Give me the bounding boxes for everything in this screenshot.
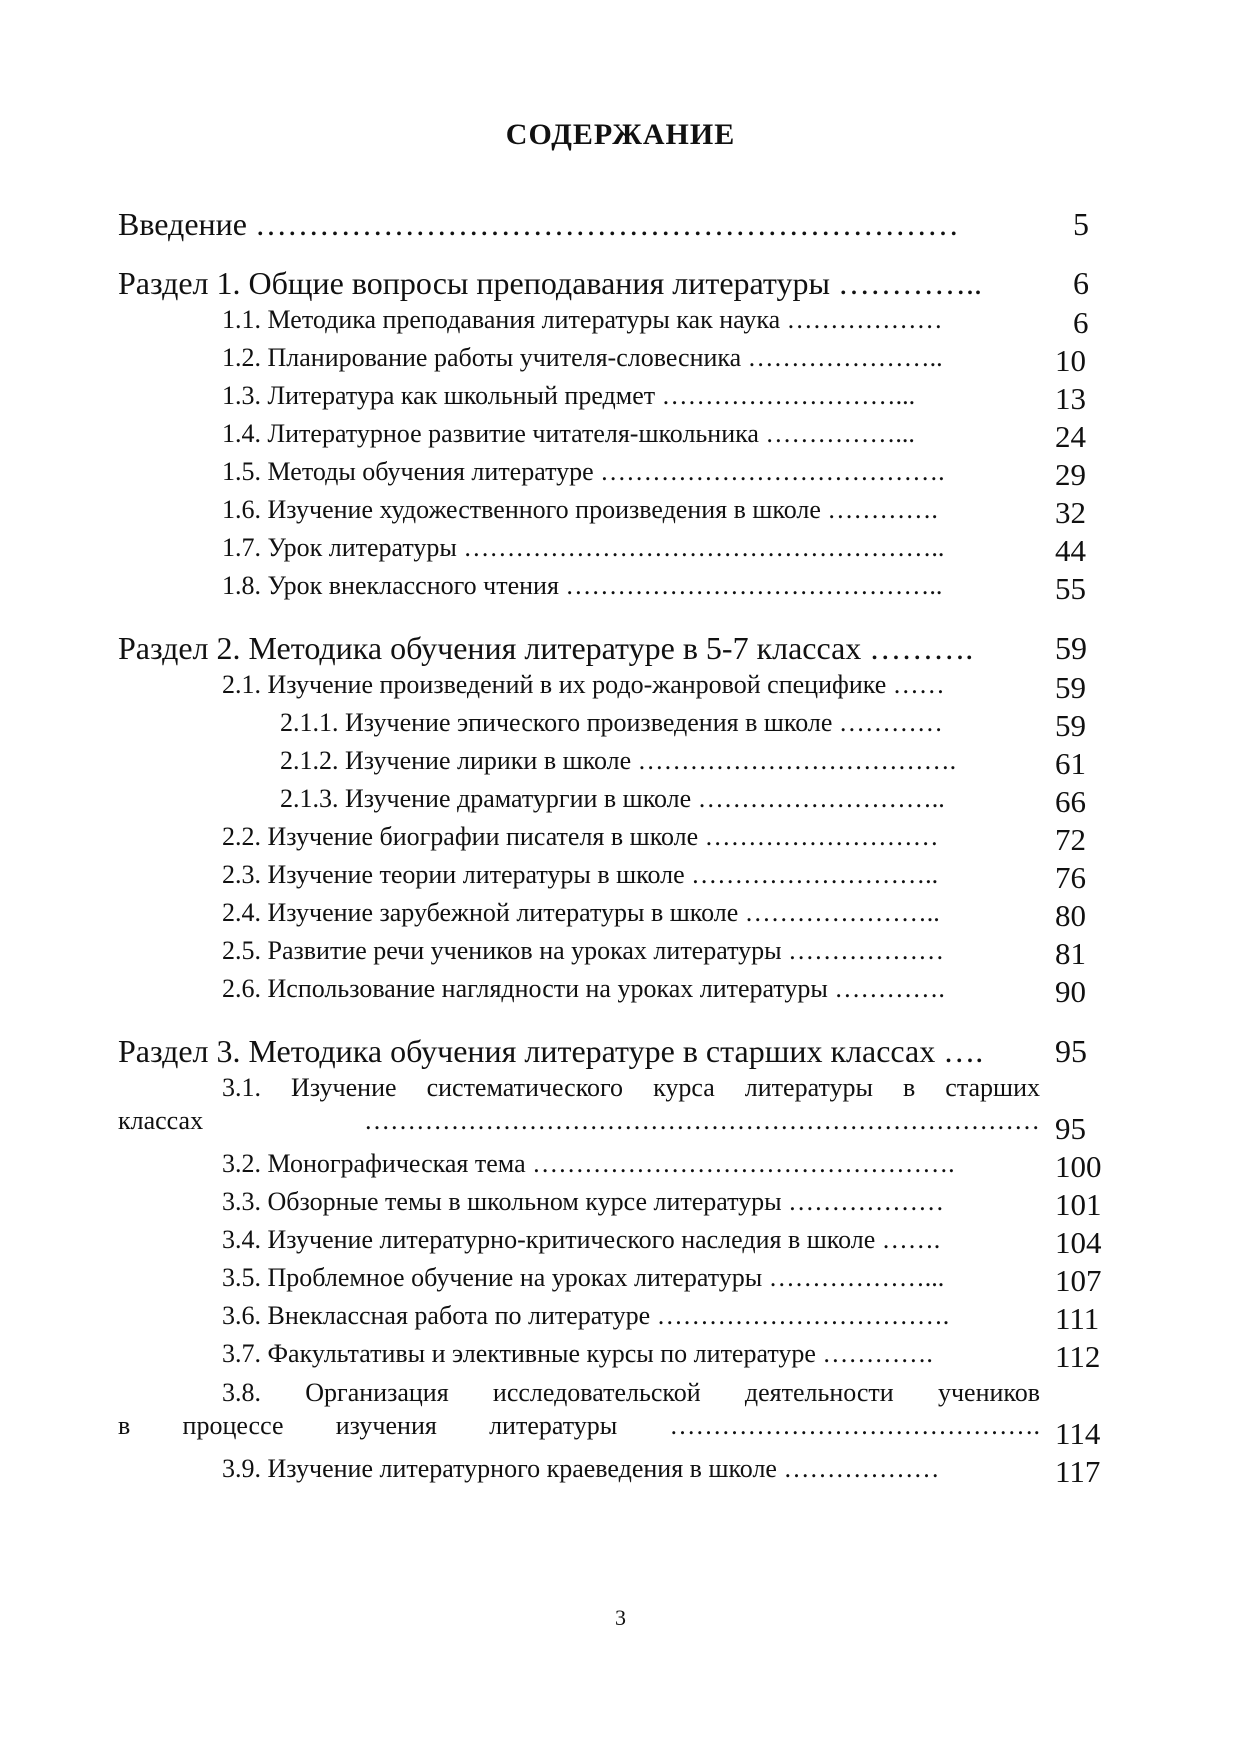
toc-entry-page: 80 <box>1055 898 1086 933</box>
toc-subsubsection <box>280 784 1102 820</box>
toc-entry-intro <box>118 206 1098 246</box>
toc-entry-text: 1.3. Литература как школьный предмет ………………………... <box>222 381 916 410</box>
page-number: 3 <box>615 1605 626 1630</box>
toc-entry-page: 117 <box>1055 1454 1101 1489</box>
toc-section-1 <box>118 265 1098 305</box>
toc-entry-page: 100 <box>1055 1149 1102 1184</box>
toc-entry-text: Раздел 2. Методика обучения литературе в 5-7 классах ………. <box>118 630 974 666</box>
toc-section-3 <box>118 1033 1098 1073</box>
toc-entry-page: 13 <box>1055 381 1086 416</box>
toc-subsection <box>222 419 1102 455</box>
toc-entry-page: 76 <box>1055 860 1086 895</box>
toc-subsection <box>222 1301 1117 1337</box>
toc-subsection <box>222 305 1102 341</box>
toc-entry-page: 107 <box>1055 1263 1102 1298</box>
toc-subsection <box>222 533 1102 569</box>
toc-entry-text: 2.4. Изучение зарубежной литературы в школе ………………….. <box>222 898 940 927</box>
toc-subsection <box>222 860 1102 896</box>
toc-entry-page: 61 <box>1055 746 1086 781</box>
toc-entry-page: 6 <box>1073 305 1089 340</box>
toc-subsection <box>222 898 1102 934</box>
toc-entry-text: 3.9. Изучение литературного краеведения в школе ……………… <box>222 1454 940 1483</box>
toc-entry-page: 32 <box>1055 495 1086 530</box>
toc-entry-text: 1.5. Методы обучения литературе …………………………………. <box>222 457 945 486</box>
toc-subsection <box>222 495 1102 531</box>
toc-entry-text: Раздел 3. Методика обучения литературе в старших классах …. <box>118 1033 984 1069</box>
toc-entry-text: 1.7. Урок литературы ……………………………………………….. <box>222 533 945 562</box>
toc-subsection <box>222 1149 1117 1185</box>
toc-entry-text: 3.3. Обзорные темы в школьном курсе литературы ……………… <box>222 1187 945 1216</box>
toc-entry-page: 101 <box>1055 1187 1102 1222</box>
toc-entry-page: 44 <box>1055 533 1086 568</box>
toc-subsection <box>222 381 1102 417</box>
toc-entry-text-line1: 3.8. Организация исследовательской деятельности учеников <box>222 1378 1040 1407</box>
toc-entry-page: 10 <box>1055 343 1086 378</box>
toc-entry-page: 95 <box>1055 1033 1087 1069</box>
toc-entry-text: 2.1. Изучение произведений в их родо-жанровой специфике …… <box>222 670 945 699</box>
toc-entry-page: 55 <box>1055 571 1086 606</box>
toc-entry-text: 1.2. Планирование работы учителя-словесника ………………….. <box>222 343 943 372</box>
toc-subsection <box>222 936 1102 972</box>
toc-entry-text: Раздел 1. Общие вопросы преподавания литературы ………….. <box>118 265 982 301</box>
toc-subsection <box>222 571 1102 607</box>
toc-entry-text: 3.4. Изучение литературно-критического наследия в школе ……. <box>222 1225 941 1254</box>
toc-entry-text: 2.6. Использование наглядности на уроках литературы …………. <box>222 974 945 1003</box>
toc-subsection <box>222 670 1102 706</box>
toc-entry-page: 72 <box>1055 822 1086 857</box>
toc-entry-text: 3.5. Проблемное обучение на уроках литературы ………………... <box>222 1263 945 1292</box>
toc-entry-text: 2.1.1. Изучение эпического произведения в школе ………… <box>280 708 943 737</box>
toc-entry-text: 2.5. Развитие речи учеников на уроках литературы ……………… <box>222 936 945 965</box>
toc-subsubsection <box>280 708 1102 744</box>
toc-entry-page: 59 <box>1055 708 1086 743</box>
toc-entry-page: 104 <box>1055 1225 1102 1260</box>
toc-entry-page: 29 <box>1055 457 1086 492</box>
toc-subsection <box>222 343 1102 379</box>
toc-entry-text: Введение ………………………………………………………… <box>118 206 959 242</box>
toc-subsection <box>222 974 1102 1010</box>
toc-entry-page: 81 <box>1055 936 1086 971</box>
toc-entry-text: 1.8. Урок внеклассного чтения …………………………………….. <box>222 571 943 600</box>
toc-entry-text: 2.2. Изучение биографии писателя в школе ……………………… <box>222 822 939 851</box>
toc-entry-text: 3.6. Внеклассная работа по литературе ……………………………. <box>222 1301 950 1330</box>
toc-entry-text-line1: 3.1. Изучение систематического курса литературы в старших <box>222 1073 1040 1102</box>
toc-subsection <box>222 457 1102 493</box>
toc-entry-page: 59 <box>1055 630 1087 666</box>
toc-entry-text: 3.7. Факультативы и элективные курсы по литературе …………. <box>222 1339 933 1368</box>
toc-entry-page: 6 <box>1073 265 1089 301</box>
toc-section-2 <box>118 630 1098 670</box>
toc-entry-text: 1.4. Литературное развитие читателя-школьника ……………... <box>222 419 915 448</box>
page-title: СОДЕРЖАНИЕ <box>505 118 736 151</box>
toc-entry-page: 24 <box>1055 419 1086 454</box>
toc-subsection <box>222 1187 1117 1223</box>
toc-entry-page: 5 <box>1073 206 1089 242</box>
toc-entry-text-line2: в процессе изучения литературы ……………………………………. <box>118 1411 1040 1440</box>
toc-entry-text: 2.1.3. Изучение драматургии в школе ……………………….. <box>280 784 945 813</box>
toc-entry-page: 66 <box>1055 784 1086 819</box>
toc-subsubsection <box>280 746 1102 782</box>
toc-entry-page: 95 <box>1055 1111 1086 1146</box>
toc-entry-page: 59 <box>1055 670 1086 705</box>
toc-entry-text: 2.1.2. Изучение лирики в школе ………………………………. <box>280 746 957 775</box>
toc-entry-text: 1.1. Методика преподавания литературы как наука ……………… <box>222 305 943 334</box>
toc-subsection <box>222 1225 1117 1261</box>
toc-entry-text: 3.2. Монографическая тема …………………………………………. <box>222 1149 955 1178</box>
toc-subsection <box>222 1263 1117 1299</box>
toc-entry-page: 90 <box>1055 974 1086 1009</box>
toc-entry-page: 114 <box>1055 1416 1101 1451</box>
toc-entry-text-line2: классах …………………………………………………………………… <box>118 1106 1040 1135</box>
toc-subsection <box>222 822 1102 858</box>
toc-entry-page: 112 <box>1055 1339 1101 1374</box>
toc-subsection <box>222 1454 1117 1490</box>
toc-subsection <box>222 1339 1117 1375</box>
toc-entry-text: 2.3. Изучение теории литературы в школе ……………………….. <box>222 860 939 889</box>
toc-entry-text: 1.6. Изучение художественного произведения в школе …………. <box>222 495 938 524</box>
toc-entry-page: 111 <box>1055 1301 1100 1336</box>
